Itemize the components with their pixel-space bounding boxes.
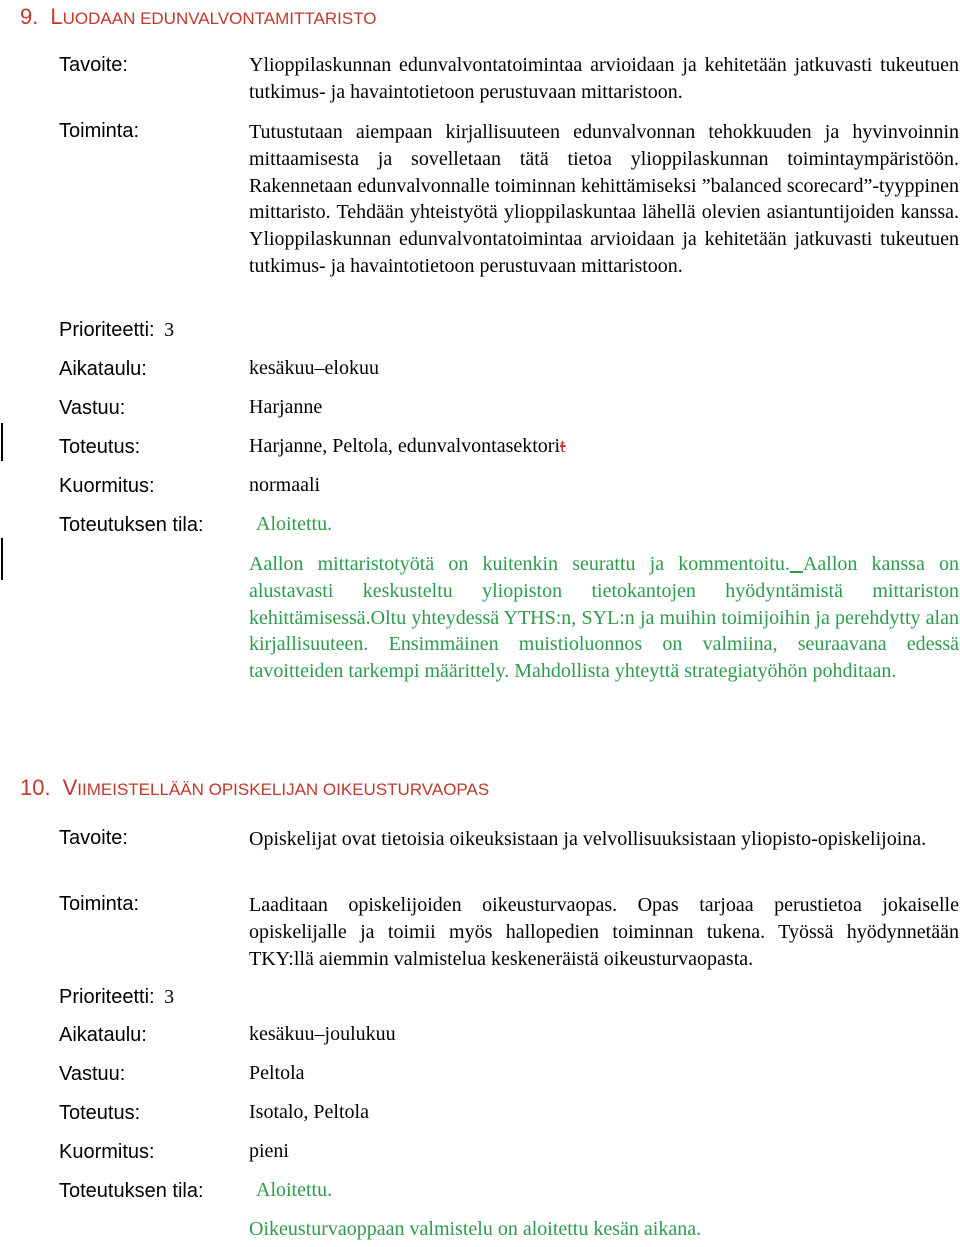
goal-text: Opiskelijat ovat tietoisia oikeuksistaan ja velvollisuuksistaan yliopisto-opiskelijoina.	[249, 828, 927, 850]
status-note-part-2: Aallon kanssa on alustavasti keskusteltu yliopiston tietokantojen hyödyntämistä mittariston kehittämisessä.Oltu yhteydessä YTHS:n, SYL:n ja muihin toimijoihin ja perehdytty alan kirjallisuuteen. Ensimmäinen muistioluonnos on valmiina, seuraavana edessä tavoitteiden tarkempi määrittely. Mahdollista yhteyttä strategiatyöhön pohditaan.	[249, 553, 959, 683]
section-title-initial: V	[62, 775, 78, 800]
goal-label: Tavoite:	[59, 827, 128, 849]
section-title-initial: L	[50, 4, 63, 29]
status-note-separator	[790, 553, 803, 575]
section-heading	[20, 775, 489, 801]
section-number: 10.	[20, 775, 51, 800]
action-label: Toiminta:	[59, 120, 140, 142]
section-heading	[20, 4, 377, 30]
status-note: Oikeusturvaoppaan valmistelu on aloitettu kesän aikana.	[249, 1218, 702, 1240]
implementation-label: Toteutus:	[59, 1102, 141, 1124]
section-title: UODAAN EDUNVALVONTAMITTARISTO	[62, 9, 377, 28]
responsible-label: Vastuu:	[59, 1063, 126, 1085]
load-value: normaali	[249, 474, 321, 496]
status-label: Toteutuksen tila:	[59, 514, 204, 536]
priority-value: 3	[164, 319, 175, 341]
schedule-value: kesäkuu–joulukuu	[249, 1023, 396, 1045]
schedule-label: Aikataulu:	[59, 358, 147, 380]
action-label: Toiminta:	[59, 893, 140, 915]
load-label: Kuormitus:	[59, 475, 155, 497]
action-text: Laaditaan opiskelijoiden oikeusturvaopas. Opas tarjoaa perustietoa jokaiselle opiskelijalle ja toimii myös hallopedien toiminnan tukena. Työssä hyödynnetään TKY:llä aiemmin valmistelua keskeneräistä oikeusturvaopasta.	[249, 894, 959, 970]
priority-label-text: Prioriteetti:	[59, 986, 155, 1008]
goal-label: Tavoite:	[59, 54, 128, 76]
load-label: Kuormitus:	[59, 1141, 155, 1163]
priority-label	[59, 986, 174, 1009]
deleted-mark: t	[560, 435, 566, 457]
priority-label-text: Prioriteetti:	[59, 319, 155, 341]
load-value: pieni	[249, 1140, 289, 1162]
status-note-part-1: Aallon mittaristotyötä on kuitenkin seurattu ja kommentoitu.	[249, 553, 790, 575]
implementation-text: Harjanne, Peltola, edunvalvontasektori	[249, 435, 561, 457]
responsible-value: Peltola	[249, 1062, 305, 1084]
schedule-value: kesäkuu–elokuu	[249, 357, 379, 379]
status-value: Aloitettu.	[256, 1179, 333, 1201]
schedule-label: Aikataulu:	[59, 1024, 147, 1046]
responsible-label: Vastuu:	[59, 397, 126, 419]
action-text: Tutustutaan aiempaan kirjallisuuteen edunvalvonnan tehokkuuden ja hyvinvoinnin mittaamisesta ja sovelletaan tätä tietoa ylioppilaskunnan toimintaympäristöön. Rakennetaan edunvalvonnalle toiminnan kehittämiseksi ”balanced scorecard”-tyyppinen mittaristo. Tehdään yhteistyötä ylioppilaskuntaa lähellä olevien asiantuntijoiden kanssa. Ylioppilaskunnan edunvalvontatoimintaa arvioidaan ja kehitetään jatkuvasti tukeutuen tutkimus- ja havaintotietoon perustuvaan mittaristoon.	[249, 121, 959, 277]
section-number: 9.	[20, 4, 39, 29]
change-bar	[1, 423, 3, 461]
goal-text: Ylioppilaskunnan edunvalvontatoimintaa arvioidaan ja kehitetään jatkuvasti tukeutuen tutkimus- ja havaintotietoon perustuvaan mittaristoon.	[249, 54, 959, 103]
responsible-value: Harjanne	[249, 396, 323, 418]
status-label: Toteutuksen tila:	[59, 1180, 204, 1202]
implementation-value: Isotalo, Peltola	[249, 1101, 369, 1123]
status-note	[249, 551, 959, 685]
priority-value: 3	[164, 986, 175, 1008]
implementation-value	[249, 435, 566, 458]
status-value: Aloitettu.	[256, 513, 333, 535]
implementation-label: Toteutus:	[59, 436, 141, 458]
section-title: IIMEISTELLÄÄN OPISKELIJAN OIKEUSTURVAOPAS	[77, 780, 490, 799]
change-bar	[1, 538, 3, 580]
priority-label	[59, 319, 174, 342]
